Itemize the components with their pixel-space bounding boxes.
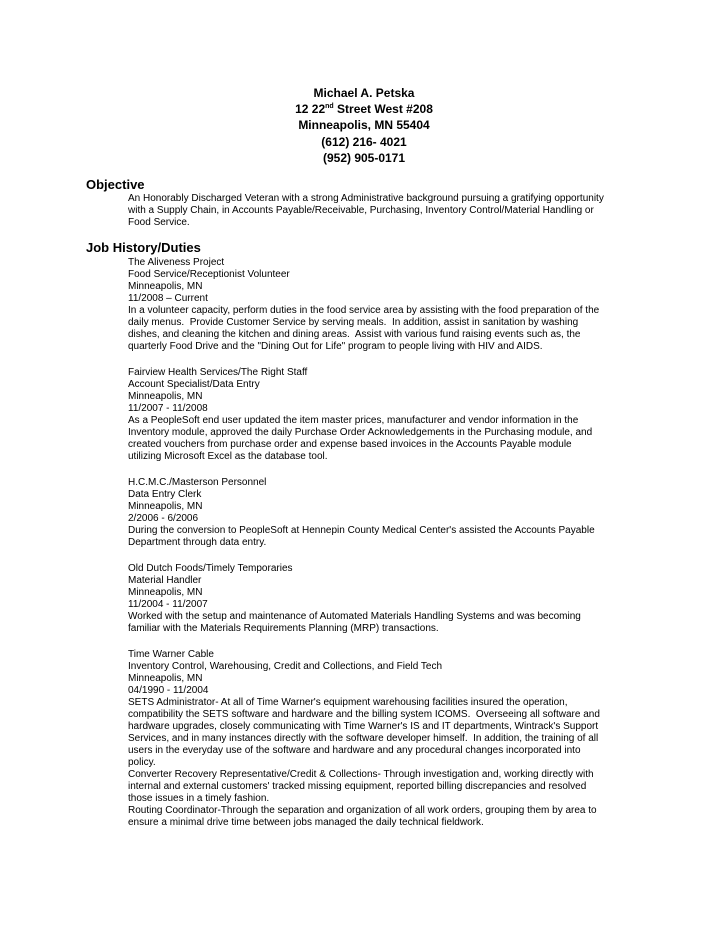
job-description-line: dishes, and cleaning the kitchen and dining areas. Assist with various fund raising events such as, the <box>128 329 581 340</box>
job-role: Food Service/Receptionist Volunteer <box>128 269 290 280</box>
entry-spacer <box>128 353 646 367</box>
job-entry <box>128 257 646 353</box>
job-location: Minneapolis, MN <box>128 673 203 684</box>
job-history-heading: Job History/Duties <box>86 240 201 255</box>
job-description-line: During the conversion to PeopleSoft at Hennepin County Medical Center's assisted the Accounts Payable <box>128 525 595 536</box>
job-location: Minneapolis, MN <box>128 587 203 598</box>
job-history-list <box>128 257 646 829</box>
job-role: Data Entry Clerk <box>128 489 202 500</box>
job-company: H.C.M.C./Masterson Personnel <box>128 477 267 488</box>
job-description-line: users in the everyday use of the software and hardware and any procedural changes incorporated into <box>128 745 581 756</box>
job-description-line: ensure a minimal drive time between jobs managed the daily technical fieldwork. <box>128 817 484 828</box>
job-description-line: policy. <box>128 757 156 768</box>
street-address <box>239 101 489 117</box>
objective-line: with a Supply Chain, in Accounts Payable/Receivable, Purchasing, Inventory Control/Material Handling or <box>128 205 594 216</box>
job-description-line: those issues in a timely fashion. <box>128 793 270 804</box>
phone-secondary: (952) 905-0171 <box>322 150 406 165</box>
job-dates: 2/2006 - 6/2006 <box>128 513 199 524</box>
job-role: Account Specialist/Data Entry <box>128 379 260 390</box>
job-description-line: hardware upgrades, closely communicating with Time Warner's IS and IT departments, Wintrack's Support <box>128 721 599 732</box>
applicant-name: Michael A. Petska <box>313 86 415 100</box>
job-description-line: Department through data entry. <box>128 537 267 548</box>
job-description-line: utilizing Microsoft Excel as the database tool. <box>128 451 328 462</box>
job-role: Material Handler <box>128 575 202 586</box>
job-description-line: As a PeopleSoft end user updated the item master prices, manufacturer and vendor information in the <box>128 415 579 426</box>
job-description-line: Services, and in many instances directly with the software developer himself. In addition, the training of all <box>128 733 599 744</box>
job-entry <box>128 563 646 635</box>
job-description-line: Routing Coordinator-Through the separation and organization of all work orders, grouping them by area to <box>128 805 597 816</box>
entry-spacer <box>128 463 646 477</box>
job-entry <box>128 477 646 549</box>
job-entry <box>128 649 646 829</box>
objective-heading: Objective <box>86 177 145 192</box>
job-location: Minneapolis, MN <box>128 501 203 512</box>
job-entry <box>128 367 646 463</box>
job-company: Old Dutch Foods/Timely Temporaries <box>128 563 293 574</box>
job-dates: 11/2004 - 11/2007 <box>128 599 208 610</box>
job-description-line: quarterly Food Drive and the "Dining Out for Life" program to people living with HIV and AIDS. <box>128 341 543 352</box>
job-role: Inventory Control, Warehousing, Credit and Collections, and Field Tech <box>128 661 443 672</box>
job-description-line: Worked with the setup and maintenance of Automated Materials Handling Systems and was becoming <box>128 611 581 622</box>
job-description-line: internal and external customers' tracked missing equipment, reported billing discrepancies and resolved <box>128 781 587 792</box>
city-state-zip: Minneapolis, MN 55404 <box>298 118 430 133</box>
job-description-line: compatibility the SETS software and hardware and the billing system ICOMS. Overseeing all software and <box>128 709 600 720</box>
job-company: The Aliveness Project <box>128 257 225 268</box>
job-description-line: Inventory module, approved the daily Purchase Order Acknowledgements in the Purchasing module, and <box>128 427 593 438</box>
street-number: 12 22 <box>295 102 326 117</box>
street-name: Street West #208 <box>333 102 433 117</box>
job-description-line: daily menus. Provide Customer Service by serving meals. In addition, assist in sanitation by washing <box>128 317 579 328</box>
contact-header <box>239 85 489 166</box>
job-dates: 04/1990 - 11/2004 <box>128 685 209 696</box>
job-company: Time Warner Cable <box>128 649 214 660</box>
entry-spacer <box>128 549 646 563</box>
job-description-line: In a volunteer capacity, perform duties in the food service area by assisting with the food preparation of the <box>128 305 600 316</box>
entry-spacer <box>128 635 646 649</box>
ordinal-suffix: nd <box>325 103 334 111</box>
objective-text <box>128 193 646 229</box>
job-description-line: created vouchers from purchase order and expense based invoices in the Accounts Payable module <box>128 439 572 450</box>
job-description-line: SETS Administrator- At all of Time Warner's equipment warehousing facilities insured the operation, <box>128 697 568 708</box>
job-location: Minneapolis, MN <box>128 281 203 292</box>
objective-line: Food Service. <box>128 217 190 228</box>
job-company: Fairview Health Services/The Right Staff <box>128 367 308 378</box>
phone-primary: (612) 216- 4021 <box>321 134 407 149</box>
job-description-line: familiar with the Materials Requirements Planning (MRP) transactions. <box>128 623 439 634</box>
job-description-line: Converter Recovery Representative/Credit & Collections- Through investigation and, working directly with <box>128 769 594 780</box>
job-dates: 11/2007 - 11/2008 <box>128 403 208 414</box>
job-dates: 11/2008 – Current <box>128 293 208 304</box>
objective-line: An Honorably Discharged Veteran with a strong Administrative background pursuing a gratifying opportunity <box>128 193 604 204</box>
job-location: Minneapolis, MN <box>128 391 203 402</box>
